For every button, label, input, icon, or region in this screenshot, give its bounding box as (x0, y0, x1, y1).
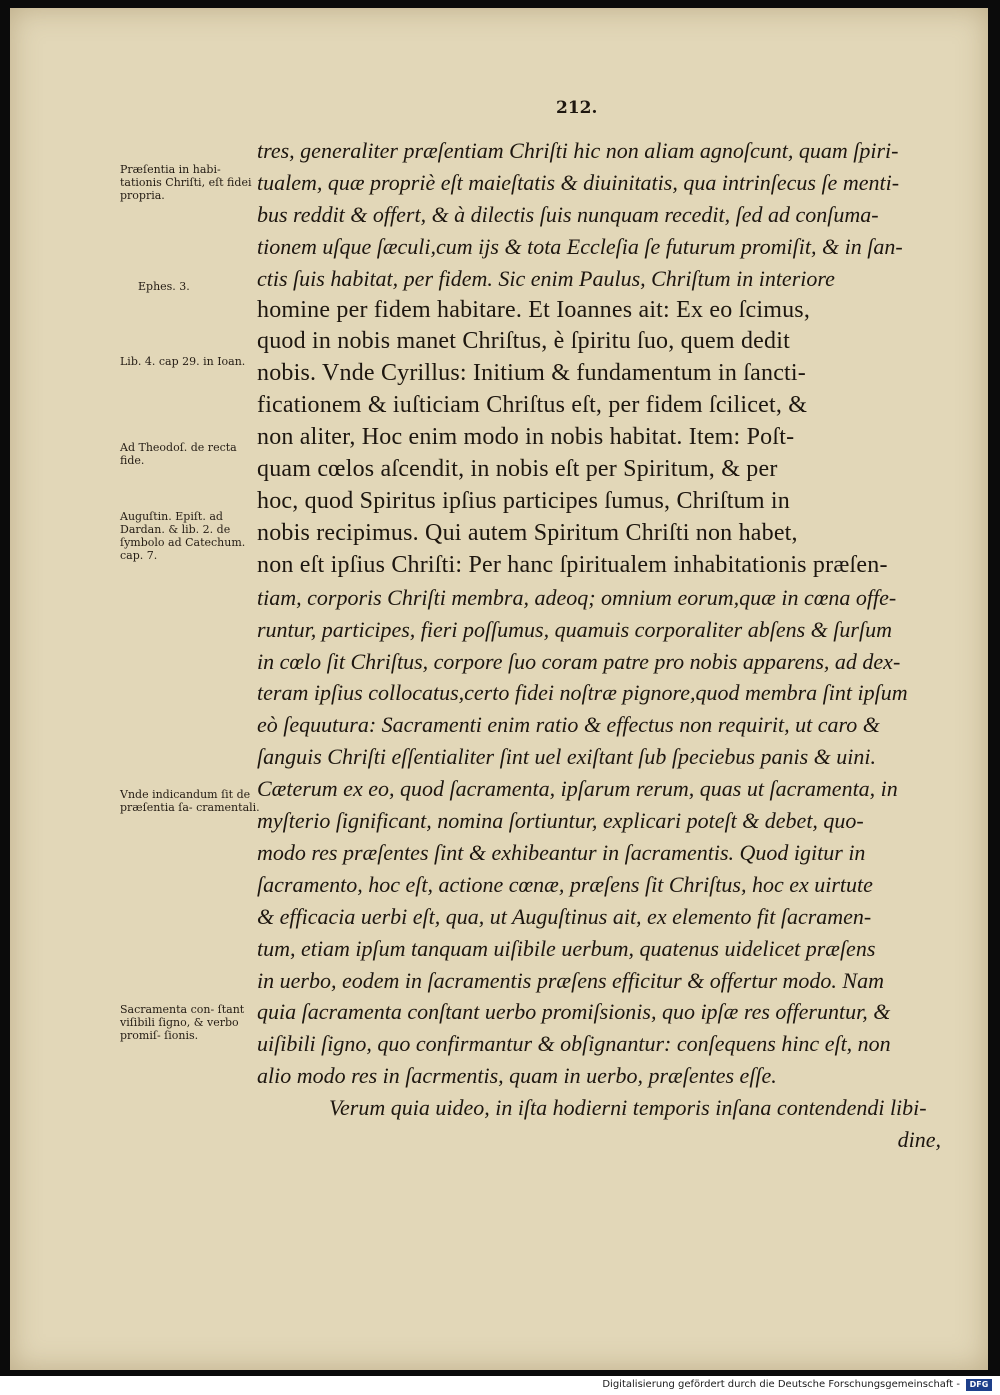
text-line: in cœlo ſit Chriſtus, corpore ſuo coram patre pro nobis apparens, ad dex- (257, 648, 901, 674)
margin-note: Præſentia in habi- tationis Chriſti, eſt fidei propria. (120, 163, 252, 202)
text-line: ſacramento, hoc eſt, actione cœnæ, præſens ſit Chriſtus, hoc ex uirtute (257, 871, 873, 897)
text-line: hoc, quod Spiritus ipſius participes ſumus, Chriſtum in (257, 487, 790, 514)
text-line: in uerbo, eodem in ſacramentis præſens efficitur & offertur modo. Nam (257, 967, 884, 993)
text-line: Cæterum ex eo, quod ſacramenta, ipſarum rerum, quas ut ſacramenta, in (257, 776, 898, 802)
text-line: quod in nobis manet Chriſtus, è ſpiritu ſuo, quem dedit (257, 328, 790, 355)
text-line: Verum quia uideo, in iſta hodierni temporis inſana contendendi libi- (329, 1095, 927, 1121)
margin-note: Lib. 4. cap 29. in Ioan. (120, 355, 246, 368)
funding-credit: Digitalisierung gefördert durch die Deutsche Forschungsgemeinschaft - (602, 1379, 960, 1390)
dfg-logo: DFG (966, 1379, 992, 1391)
footer-bar (0, 1376, 1000, 1395)
text-line: nobis recipimus. Qui autem Spiritum Chriſti non habet, (257, 519, 798, 546)
text-line: tiam, corporis Chriſti membra, adeoq; omnium eorum,quæ in cœna offe- (257, 584, 897, 610)
text-line: tionem uſque ſæculi,cum ijs & tota Eccleſia ſe futurum promiſit, & in ſan- (257, 233, 903, 259)
text-line: runtur, participes, fieri poſſumus, quamuis corporaliter abſens & ſurſum (257, 616, 892, 642)
text-line: tualem, quæ propriè eſt maieſtatis & diuinitatis, qua intrinſecus ſe menti- (257, 169, 900, 195)
text-line: non aliter, Hoc enim modo in nobis habitat. Item: Poſt- (257, 424, 795, 451)
text-line: teram ipſius collocatus,certo fidei noſtræ pignore,quod membra ſint ipſum (257, 680, 908, 706)
text-line: ſanguis Chriſti eſſentialiter ſint uel exiſtant ſub ſpeciebus panis & uini. (257, 744, 877, 770)
text-line: tres, generaliter præſentiam Chriſti hic non aliam agnoſcunt, quam ſpiri- (257, 138, 899, 163)
margin-note: Auguſtin. Epiſt. ad Dardan. & lib. 2. de ſymbolo ad Catechum. cap. 7. (120, 510, 246, 562)
text-line: eò ſequutura: Sacramenti enim ratio & effectus non requirit, ut caro & (257, 712, 880, 738)
text-line: bus reddit & offert, & à dilectis ſuis nunquam recedit, ſed ad conſuma- (257, 201, 879, 227)
margin-note: Ad Theodoſ. de recta fide. (120, 441, 237, 467)
text-line: & efficacia uerbi eſt, qua, ut Auguſtinus ait, ex elemento fit ſacramen- (257, 903, 872, 929)
page-number: 212. (556, 98, 598, 118)
text-line: myſterio ſignificant, nomina ſortiuntur, explicari poteſt & debet, quo- (257, 808, 864, 834)
margin-note: Ephes. 3. (138, 280, 190, 293)
text-line: nobis. Vnde Cyrillus: Initium & fundamentum in ſancti- (257, 360, 806, 387)
text-line: tum, etiam ipſum tanquam uiſibile uerbum, quatenus uidelicet præſens (257, 935, 876, 961)
text-line: modo res præſentes ſint & exhibeantur in ſacramentis. Quod igitur in (257, 839, 866, 865)
margin-note: Vnde indicandum ſit de præſentia ſa- cramentali. (120, 788, 260, 814)
text-line: homine per fidem habitare. Et Ioannes ait: Ex eo ſcimus, (257, 296, 811, 323)
text-line: quia ſacramenta conſtant uerbo promiſsionis, quo ipſæ res offeruntur, & (257, 999, 891, 1025)
text-line: uiſibili ſigno, quo confirmantur & obſignantur: conſequens hinc eſt, non (257, 1031, 891, 1057)
text-line: dine, (897, 1127, 941, 1153)
text-line: quam cœlos aſcendit, in nobis eſt per Spiritum, & per (257, 456, 778, 483)
book-page (10, 8, 988, 1370)
text-line: ficationem & iuſticiam Chriſtus eſt, per fidem ſcilicet, & (257, 392, 808, 419)
text-line: non eſt ipſius Chriſti: Per hanc ſpiritualem inhabitationis præſen- (257, 551, 888, 578)
text-line: ctis ſuis habitat, per fidem. Sic enim Paulus, Chriſtum in interiore (257, 265, 835, 291)
margin-note: Sacramenta con- ſtant viſibili ſigno, & verbo promiſ- ſionis. (120, 1003, 245, 1042)
body-text (257, 135, 941, 1156)
text-line: alio modo res in ſacrmentis, quam in uerbo, præſentes eſſe. (257, 1063, 777, 1089)
